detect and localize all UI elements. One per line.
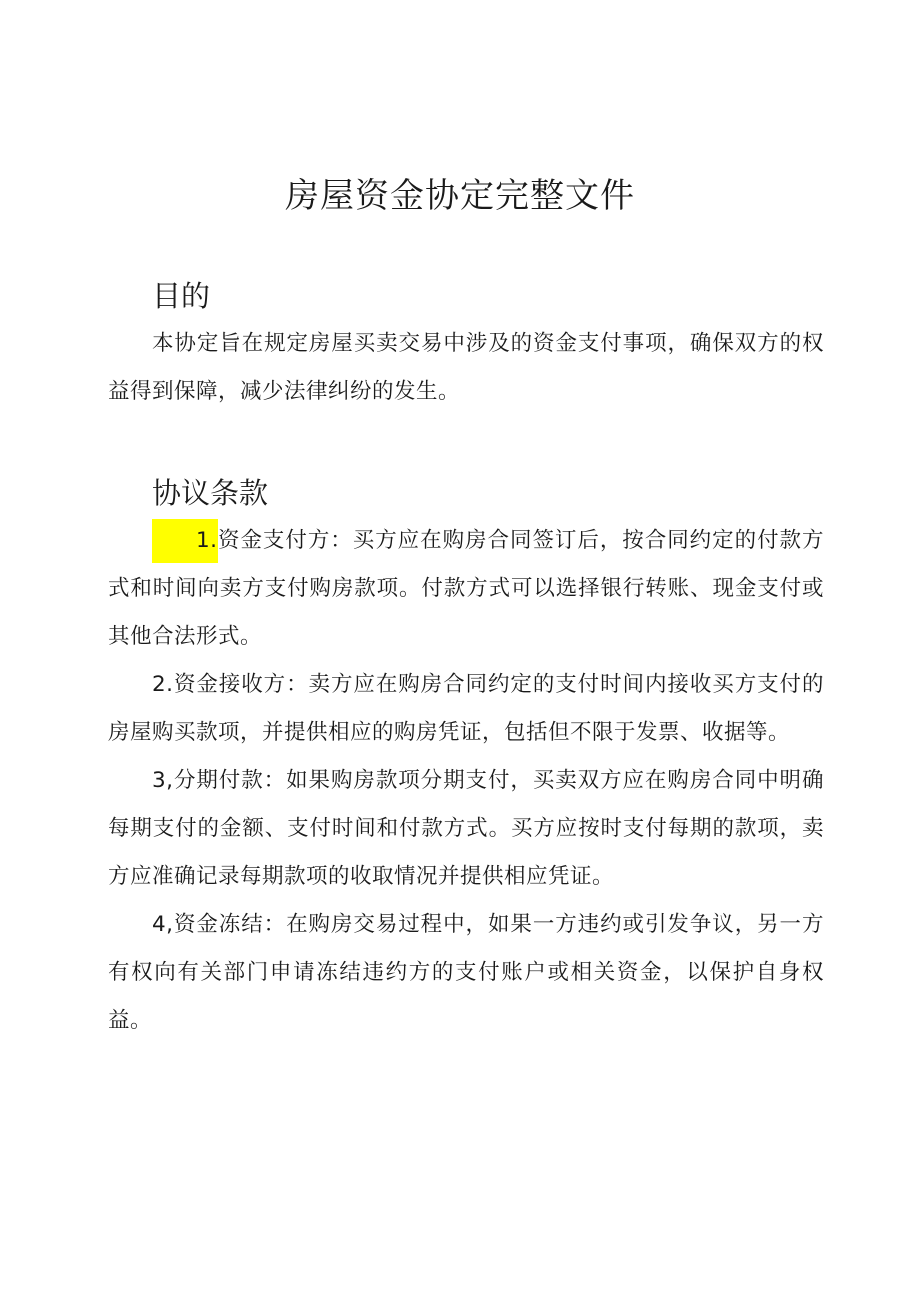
clause-text: 分期付款：如果购房款项分期支付，买卖双方应在购房合同中明确每期支付的金额、支付时间和付款方式。买方应按时支付每期的款项，卖方应准确记录每期款项的收取情况并提供相应凭证。	[108, 768, 824, 889]
clause-3	[108, 757, 824, 901]
clause-1	[108, 517, 824, 661]
clause-number: 3,	[152, 768, 174, 793]
clause-text: 资金冻结：在购房交易过程中，如果一方违约或引发争议，另一方有权向有关部门申请冻结违约方的支付账户或相关资金，以保护自身权益。	[108, 912, 824, 1033]
clause-number: 2.	[152, 672, 174, 697]
clause-text: 资金支付方：买方应在购房合同签订后，按合同约定的付款方式和时间向卖方支付购房款项。付款方式可以选择银行转账、现金支付或其他合法形式。	[108, 528, 824, 649]
purpose-paragraph: 本协定旨在规定房屋买卖交易中涉及的资金支付事项，确保双方的权益得到保障，减少法律纠纷的发生。	[108, 331, 824, 404]
section-heading-purpose: 目的	[152, 279, 211, 313]
clause-number: 4,	[152, 912, 174, 937]
section-heading-terms: 协议条款	[152, 476, 269, 510]
clause-4	[108, 901, 824, 1045]
clause-text: 资金接收方：卖方应在购房合同约定的支付时间内接收买方支付的房屋购买款项，并提供相应的购房凭证，包括但不限于发票、收据等。	[108, 672, 824, 745]
document-title: 房屋资金协定完整文件	[285, 176, 635, 216]
clause-2	[108, 661, 824, 757]
clause-number-highlight: 1.	[152, 519, 218, 563]
